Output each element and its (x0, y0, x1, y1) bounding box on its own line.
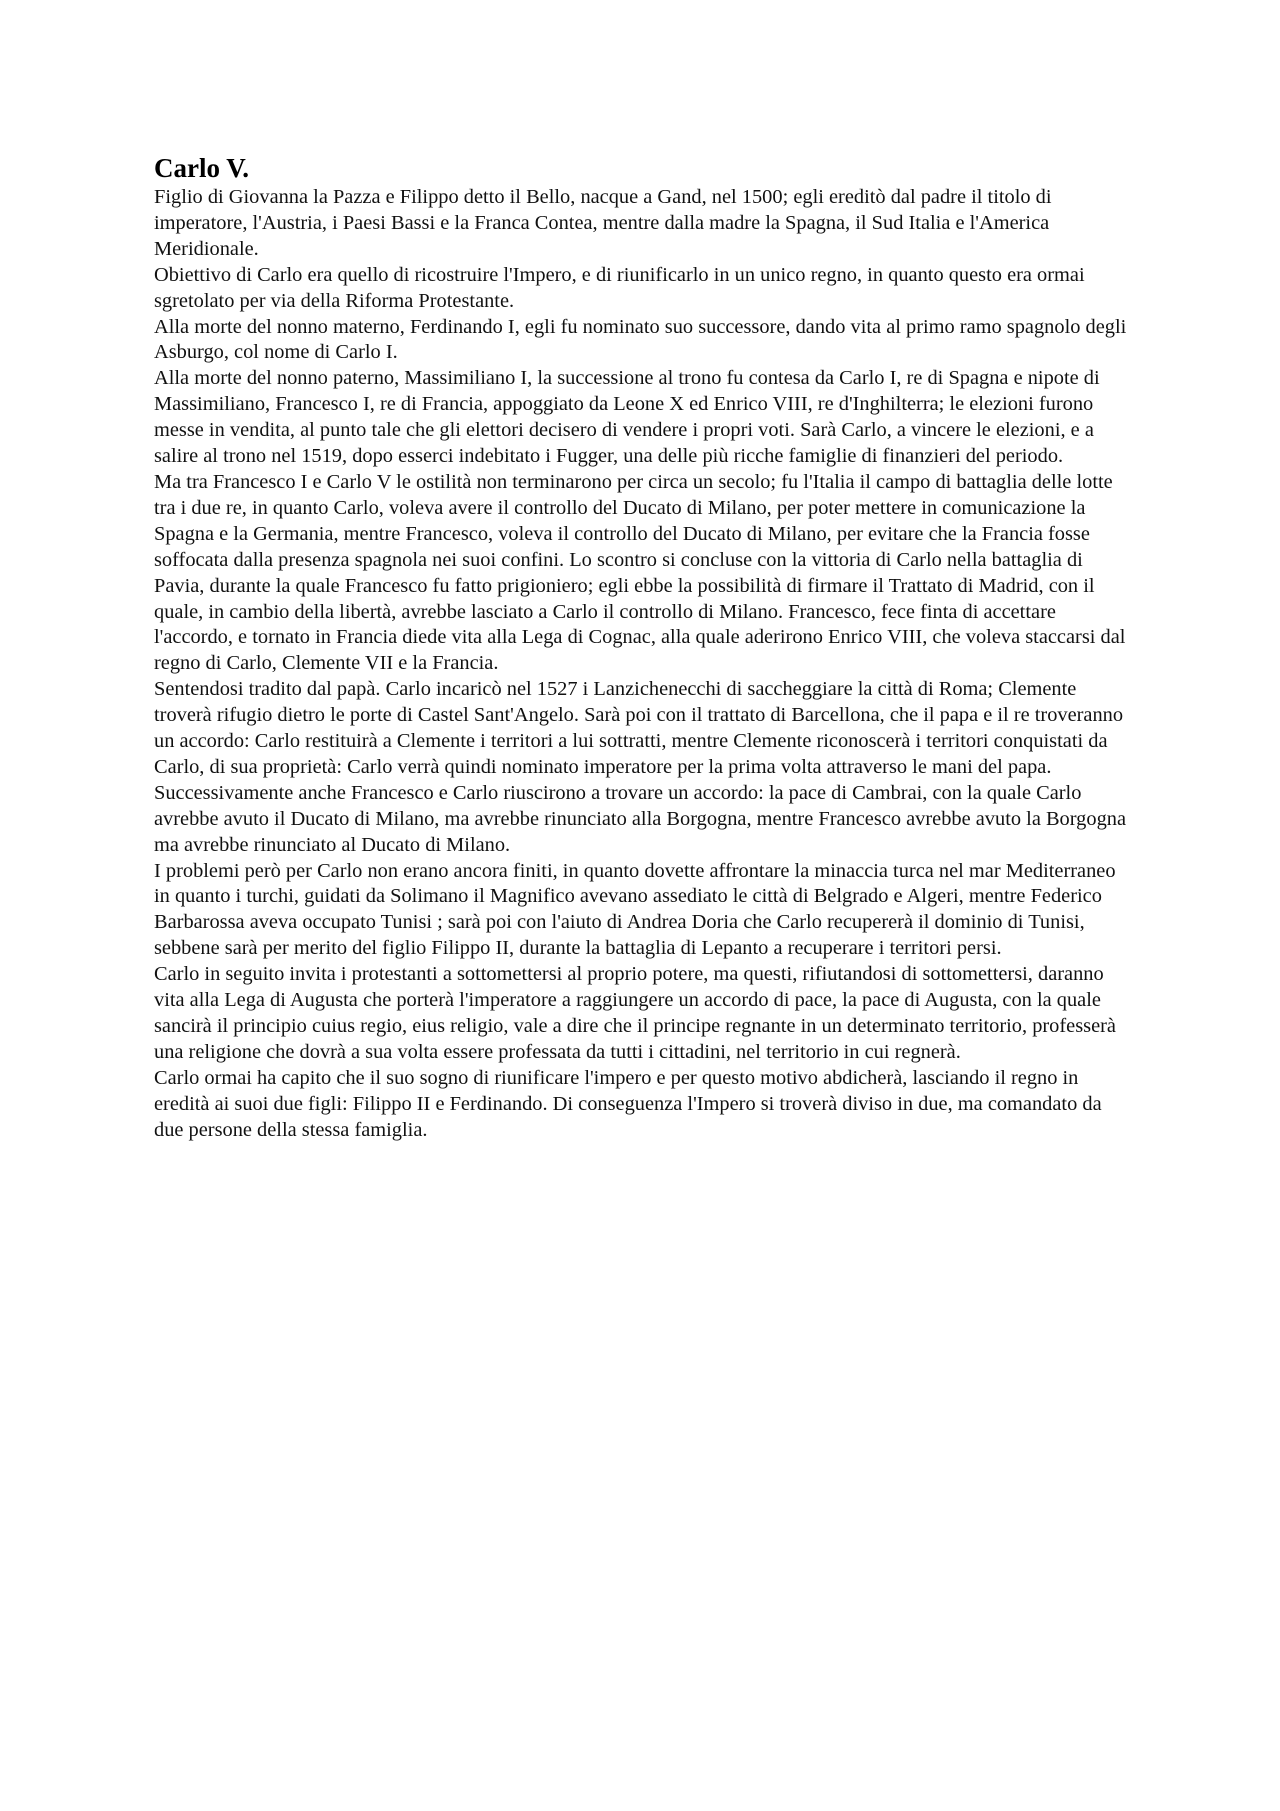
document-title: Carlo V. (154, 153, 250, 183)
paragraph-peace-of-cambrai: Successivamente anche Francesco e Carlo riuscirono a trovare un accordo: la pace di Cambrai, con la quale Carlo avrebbe avuto il Ducato di Milano, ma avrebbe rinunciato alla Borgogna, mentre Francesco avrebbe avuto la Borgogna ma avrebbe rinunciato al Ducato di Milano. (154, 781, 1127, 856)
paragraph-birth-inheritance: Figlio di Giovanna la Pazza e Filippo detto il Bello, nacque a Gand, nel 1500; egli ereditò dal padre il titolo di imperatore, l'Austria, i Paesi Bassi e la Franca Contea, mentre dalla madre la Spagna, il Sud Italia e l'America Meridionale. (154, 186, 1052, 260)
paragraph-sack-of-rome: Sentendosi tradito dal papà. Carlo incaricò nel 1527 i Lanzichenecchi di saccheggiare la città di Roma; Clemente troverà rifugio dietro le porte di Castel Sant'Angelo. Sarà poi con il trattato di Barcellona, che il papa e il re troveranno un accordo: Carlo restituirà a Clemente i territori a lui sottratti, mentre Clemente riconoscerà i territori conquistati da Carlo, di sua proprietà: Carlo verrà quindi nominato imperatore per la prima volta attraverso le mani del papa. (154, 678, 1124, 778)
paragraph-paternal-grandfather: Alla morte del nonno paterno, Massimiliano I, la successione al trono fu contesa da Carlo I, re di Spagna e nipote di Massimiliano, Francesco I, re di Francia, appoggiato da Leone X ed Enrico VIII, re d'Inghilterra; le elezioni furono messe in vendita, al punto tale che gli elettori decisero di vendere i propri voti. Sarà Carlo, a vincere le elezioni, e a salire al trono nel 1519, dopo esserci indebitato i Fugger, una delle più ricche famiglie di finanzieri del periodo. (154, 367, 1100, 468)
document-body (154, 151, 1134, 1144)
paragraph-maternal-grandfather: Alla morte del nonno materno, Ferdinando I, egli fu nominato suo successore, dando vita al primo ramo spagnolo degli Asburgo, col nome di Carlo I. (154, 315, 1127, 364)
paragraph-francesco-conflict: Ma tra Francesco I e Carlo V le ostilità non terminarono per circa un secolo; fu l'Italia il campo di battaglia delle lotte tra i due re, in quanto Carlo, voleva avere il controllo del Ducato di Milano, per poter mettere in comunicazione la Spagna e la Germania, mentre Francesco, voleva il controllo del Ducato di Milano, per evitare che la Francia fosse soffocata dalla presenza spagnola nei suoi confini. Lo scontro si concluse con la vittoria di Carlo nella battaglia di Pavia, durante la quale Francesco fu fatto prigioniero; egli ebbe la possibilità di firmare il Trattato di Madrid, con il quale, in cambio della libertà, avrebbe lasciato a Carlo il controllo di Milano. Francesco, fece finta di accettare l'accordo, e tornato in Francia diede vita alla Lega di Cognac, alla quale aderirono Enrico VIII, che voleva staccarsi dal regno di Carlo, Clemente VII e la Francia. (154, 470, 1126, 675)
paragraph-peace-of-augsburg: Carlo in seguito invita i protestanti a sottomettersi al proprio potere, ma questi, rifiutandosi di sottomettersi, daranno vita alla Lega di Augusta che porterà l'imperatore a raggiungere un accordo di pace, la pace di Augusta, con la quale sancirà il principio cuius regio, eius religio, vale a dire che il principe regnante in un determinato territorio, professerà una religione che dovrà a sua volta essere professata da tutti i cittadini, nel territorio in cui regnerà. (154, 963, 1116, 1063)
paragraph-objective: Obiettivo di Carlo era quello di ricostruire l'Impero, e di riunificarlo in un unico regno, in quanto questo era ormai sgretolato per via della Riforma Protestante. (154, 263, 1085, 312)
paragraph-turkish-threat: I problemi però per Carlo non erano ancora finiti, in quanto dovette affrontare la minaccia turca nel mar Mediterraneo in quanto i turchi, guidati da Solimano il Magnifico avevano assediato le città di Belgrado e Algeri, mentre Federico Barbarossa aveva occupato Tunisi ; sarà poi con l'aiuto di Andrea Doria che Carlo recupererà il dominio di Tunisi, sebbene sarà per merito del figlio Filippo II, durante la battaglia di Lepanto a recuperare i territori persi. (154, 859, 1116, 960)
paragraph-abdication: Carlo ormai ha capito che il suo sogno di riunificare l'impero e per questo motivo abdicherà, lasciando il regno in eredità ai suoi due figli: Filippo II e Ferdinando. Di conseguenza l'Impero si troverà diviso in due, ma comandato da due persone della stessa famiglia. (154, 1066, 1102, 1141)
